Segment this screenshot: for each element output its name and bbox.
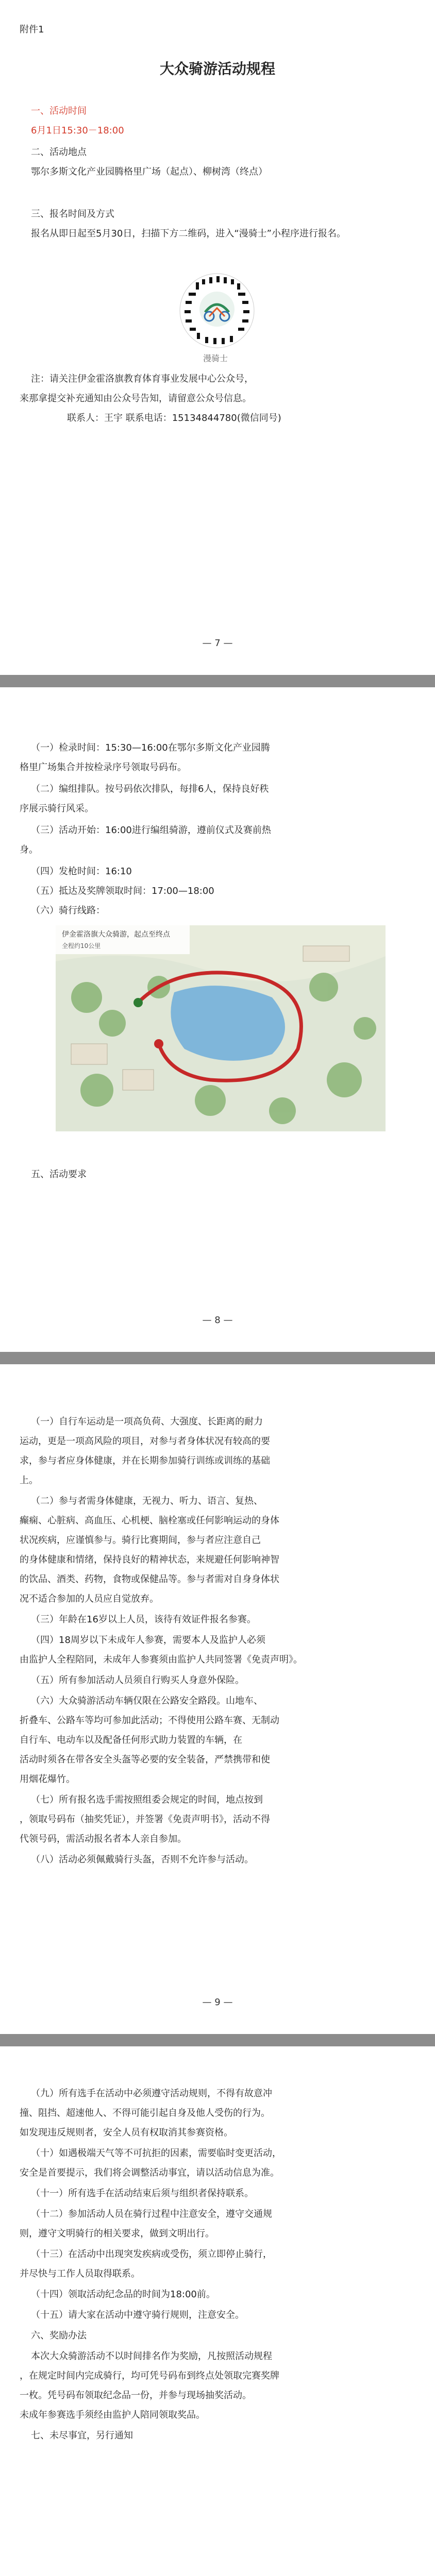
section-heading: 七、未尽事宜，另行通知: [31, 2430, 133, 2441]
attachment-label: 附件1: [20, 24, 44, 35]
start-marker-icon: [133, 998, 143, 1007]
document-page-9: [0, 1364, 435, 2034]
text-line: （二）编组排队。按号码依次排队，每排6人，保持良好秩: [31, 784, 269, 794]
text-line: 上。: [20, 1475, 38, 1486]
note-line: 注：请关注伊金霍洛旗教育体育事业发展中心公众号，: [31, 374, 254, 384]
end-marker-icon: [154, 1039, 163, 1048]
text-line: 自行车、电动车以及配备任何形式助力装置的车辆，在: [20, 1735, 242, 1745]
text-line: 未成年参赛选手须经由监护人陪同领取奖品。: [20, 2410, 205, 2420]
text-line: 折叠车、公路车等均可参加此活动；不得使用公路车赛、无制动: [20, 1715, 279, 1726]
section-heading: 三、报名时间及方式: [31, 209, 114, 219]
section-heading: 一、活动时间: [31, 106, 87, 116]
document-page-7: [0, 0, 435, 675]
text-line: （十三）在活动中出现突发疾病或受伤，须立即停止骑行，: [31, 2249, 272, 2260]
note-line: 来那拿提交补充通知由公众号告知，请留意公众号信息。: [20, 393, 252, 404]
page-number: — 9 —: [202, 1997, 233, 2008]
text-line: （六）大众骑游活动车辆仅限在公路安全路段。山地车、: [31, 1696, 263, 1706]
text-line: 报名从即日起至5月30日，扫描下方二维码，进入“漫骑士”小程序进行报名。: [31, 228, 346, 239]
map-subtitle: 全程约10公里: [62, 942, 101, 950]
text-line: ，在规定时间内完成骑行，均可凭号码布到终点处领取完赛奖牌: [20, 2370, 279, 2381]
page-number: — 8 —: [202, 1315, 233, 1326]
text-line: 本次大众骑游活动不以时间排名作为奖励，凡按照活动规程: [31, 2351, 272, 2362]
text-line: （十五）请大家在活动中遵守骑行规则，注意安全。: [31, 2310, 244, 2320]
text-line: 状况疾病，应谨慎参与。骑行比赛期间，参与者应注意自己: [20, 1535, 261, 1546]
text-line: 由监护人全程陪同，未成年人参赛须由监护人共同签署《免责声明》。: [20, 1654, 303, 1665]
page-title: 大众骑游活动规程: [159, 60, 275, 77]
text-line: （一）自行车运动是一项高负荷、大强度、长距离的耐力: [31, 1416, 263, 1427]
text-line: 如发现违反规则者，安全人员有权取消其参赛资格。: [20, 2127, 233, 2138]
text-line: 运动，更是一项高风险的项目，对参与者身体状况有较高的要: [20, 1436, 270, 1447]
text-line: 安全是首要提示，我们将会调整活动事宜，请以活动信息为准。: [20, 2167, 279, 2178]
section-heading: 二、活动地点: [31, 147, 87, 158]
text-line: 癫痫、心脏病、高血压、心机梗、脑栓塞或任何影响运动的身体: [20, 1515, 279, 1526]
qr-caption: 漫骑士: [203, 353, 228, 363]
text-line: 一枚。凭号码布领取纪念品一份，并参与现场抽奖活动。: [20, 2390, 252, 2401]
text-line: （三）活动开始：16:00进行编组骑游，遵前仪式及赛前热: [31, 825, 271, 836]
text-line: （四）18周岁以下未成年人参赛，需要本人及监护人必须: [31, 1635, 265, 1646]
text-line: 况不适合参加的人员应自觉放弃。: [20, 1594, 159, 1604]
route-map: [56, 925, 386, 1131]
text-line: （十一）所有选手在活动结束后须与组织者保持联系。: [31, 2188, 254, 2199]
text-line: 撞、阻挡、超速他人、不得可能引起自身及他人受伤的行为。: [20, 2108, 270, 2119]
text-line: 序展示骑行风采。: [20, 803, 94, 814]
text-line: 的饮品、酒类、药物，食物或保健品等。参与者需对自身身体状: [20, 1574, 279, 1585]
text-line: （八）活动必须佩戴骑行头盔，否则不允许参与活动。: [31, 1854, 254, 1865]
text-line: 格里广场集合并按检录序号领取号码布。: [20, 762, 187, 773]
text-line: （五）抵达及奖牌领取时间：17:00—18:00: [31, 886, 214, 896]
text-line: （二）参与者需身体健康，无视力、听力、语言、复热、: [31, 1496, 263, 1506]
text-line: （十四）领取活动纪念品的时间为18:00前。: [31, 2289, 215, 2300]
text-line: （七）所有报名选手需按照组委会规定的时间，地点按到: [31, 1794, 263, 1805]
text-line: （十）如遇极端天气等不可抗拒的因素，需要临时变更活动，: [31, 2148, 281, 2159]
text-line: （一）检录时间：15:30—16:00在鄂尔多斯文化产业园腾: [31, 742, 270, 753]
text-line: 用烟花爆竹。: [20, 1774, 75, 1785]
text-line: 鄂尔多斯文化产业园腾格里广场（起点）、柳树湾（终点）: [31, 166, 267, 177]
text-line: （四）发枪时间：16:10: [31, 866, 132, 877]
text-line: 则，遵守文明骑行的相关要求，做到文明出行。: [20, 2228, 214, 2239]
document-page-8: [0, 687, 435, 1352]
text-line: 求，参与者应身体健康，并在长期参加骑行训练或训练的基础: [20, 1455, 270, 1466]
text-line: （五）所有参加活动人员须自行购买人身意外保险。: [31, 1675, 244, 1686]
text-line: 并尽快与工作人员取得联系。: [20, 2268, 140, 2279]
map-title: 伊金霍洛旗大众骑游，起点至终点: [62, 930, 170, 939]
section-heading: 五、活动要求: [31, 1169, 87, 1180]
qr-code-icon: [178, 272, 256, 349]
text-line: （六）骑行线路：: [31, 905, 105, 916]
text-line: （三）年龄在16岁以上人员，该待有效证件报名参赛。: [31, 1614, 256, 1625]
text-line: 6月1日15:30－18:00: [31, 125, 124, 136]
text-line: （十二）参加活动人员在骑行过程中注意安全，遵守交通规: [31, 2209, 272, 2219]
text-line: 活动时须各在带各安全头盔等必要的安全装备，严禁携带和使: [20, 1754, 270, 1765]
section-heading: 六、奖励办法: [31, 2330, 87, 2341]
text-line: 身。: [20, 844, 38, 855]
text-line: 代领号码，需活动报名者本人亲自参加。: [20, 1834, 187, 1844]
page-number: — 7 —: [202, 638, 233, 649]
contact-line: 联系人：王宇 联系电话：15134844780(微信同号): [67, 413, 281, 423]
text-line: 的身体健康和情绪，保持良好的精神状态，来规避任何影响神智: [20, 1554, 279, 1565]
document-page-10: [0, 2046, 435, 2576]
text-line: （九）所有选手在活动中必须遵守活动规则，不得有故意冲: [31, 2088, 272, 2099]
text-line: ，领取号码布（抽奖凭证），并签署《免责声明书》，活动不得: [20, 1814, 270, 1825]
